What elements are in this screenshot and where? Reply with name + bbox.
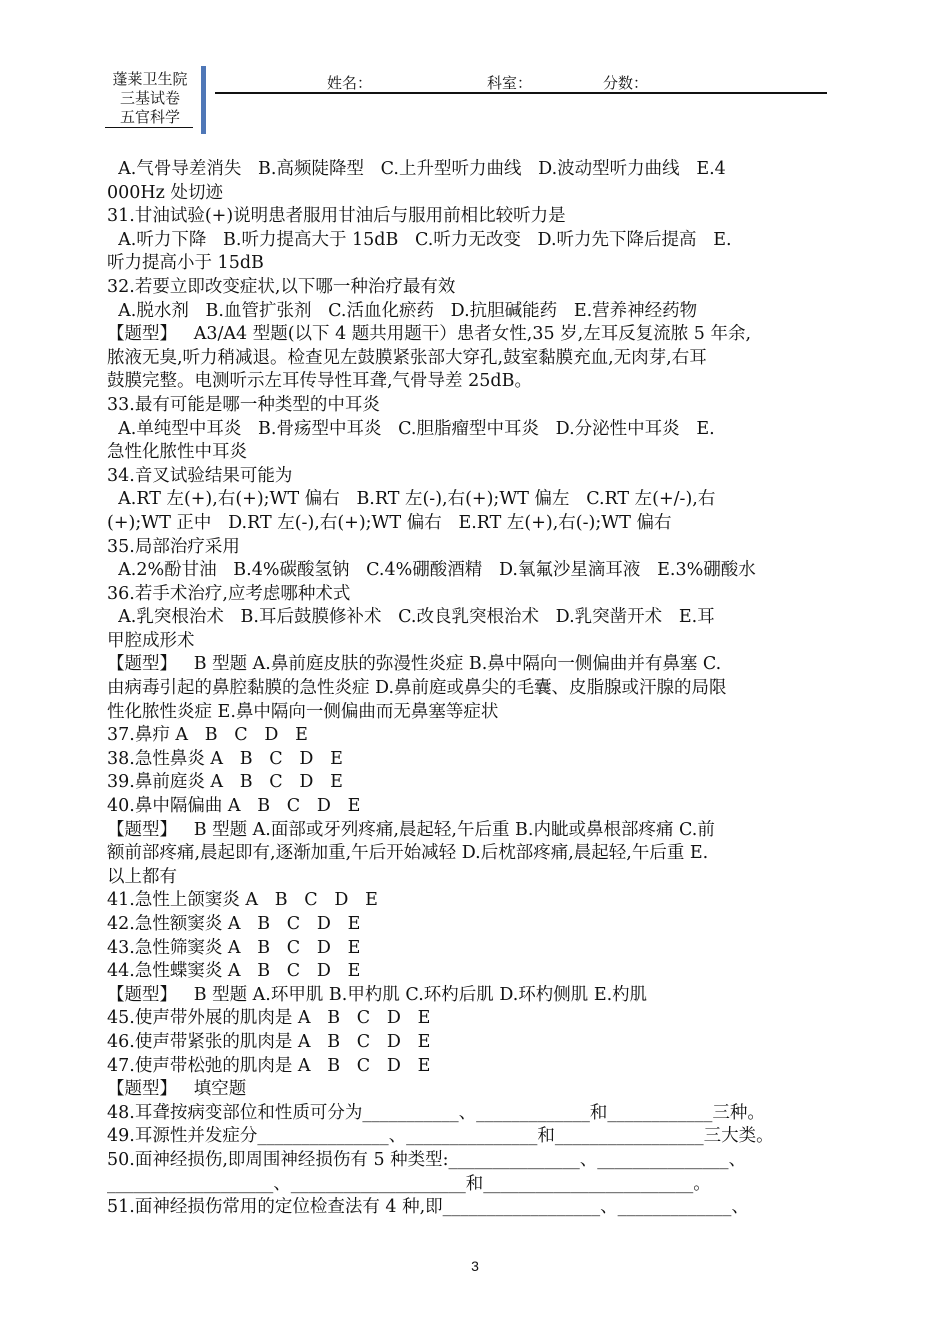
subject-underline [105, 127, 193, 128]
text-line: A.RT 左(+),右(+);WT 偏右 B.RT 左(-),右(+);WT 偏左 C.RT 左(+/-),右 [107, 489, 716, 510]
text-line: ___________________、____________________和________________________。 [107, 1173, 711, 1194]
text-line: A.气骨导差消失 B.高频陡降型 C.上升型听力曲线 D.波动型听力曲线 E.4 [107, 159, 726, 179]
department-field-label: 科室： [487, 74, 533, 92]
exam-title: 三基试卷 [119, 89, 180, 107]
text-line: 【题型】 B 型题 A.面部或牙列疼痛,晨起轻,午后重 B.内眦或鼻根部疼痛 C.前 [107, 819, 715, 840]
text-line: 脓液无臭,听力稍减退。检查见左鼓膜紧张部大穿孔,鼓室黏膜充血,无肉芽,右耳 [107, 347, 707, 368]
text-line: 47.使声带松弛的肌肉是 A B C D E [107, 1055, 431, 1076]
text-line: A.乳突根治术 B.耳后鼓膜修补术 C.改良乳突根治术 D.乳突凿开术 E.耳 [107, 607, 715, 628]
text-line: 39.鼻前庭炎 A B C D E [107, 772, 343, 793]
text-line: 37.鼻疖 A B C D E [107, 725, 308, 746]
text-line: 性化脓性炎症 E.鼻中隔向一侧偏曲而无鼻塞等症状 [107, 701, 499, 722]
text-line: 35.局部治疗采用 [107, 536, 240, 557]
text-line: 42.急性额窦炎 A B C D E [107, 914, 361, 934]
text-line: 听力提高小于 15dB [107, 253, 264, 274]
text-line: 51.面神经损伤常用的定位检查法有 4 种,即__________________、_____________、 [107, 1197, 749, 1218]
text-line: 以上都有 [107, 866, 177, 887]
name-field-label: 姓名： [327, 74, 373, 92]
subject-name: 五官科学 [119, 108, 180, 126]
page-number: 3 [471, 1258, 479, 1274]
institution-block [100, 70, 200, 127]
text-line: 31.甘油试验(+)说明患者服用甘油后与服用前相比较听力是 [107, 206, 566, 227]
text-line: 40.鼻中隔偏曲 A B C D E [107, 796, 361, 817]
page-header [0, 0, 950, 140]
text-line: 【题型】 B 型题 A.鼻前庭皮肤的弥漫性炎症 B.鼻中隔向一侧偏曲并有鼻塞 C. [107, 654, 722, 675]
text-line: 43.急性筛窦炎 A B C D E [107, 937, 361, 958]
text-line: 33.最有可能是哪一种类型的中耳炎 [107, 394, 380, 415]
text-line: 45.使声带外展的肌肉是 A B C D E [107, 1008, 431, 1029]
text-line: 额前部疼痛,晨起即有,逐渐加重,午后开始减轻 D.后枕部疼痛,晨起轻,午后重 E. [107, 843, 709, 864]
text-line: 44.急性蝶窦炎 A B C D E [107, 961, 361, 982]
header-rule [215, 92, 827, 94]
header-accent-bar [201, 66, 206, 134]
exam-content [107, 158, 847, 1220]
text-line: 38.急性鼻炎 A B C D E [107, 748, 343, 769]
text-line: 36.若手术治疗,应考虑哪种术式 [107, 583, 351, 604]
text-line: 【题型】 填空题 [107, 1079, 247, 1100]
text-line: 由病毒引起的鼻腔黏膜的急性炎症 D.鼻前庭或鼻尖的毛囊、皮脂腺或汗腺的局限 [107, 678, 727, 699]
text-line: 【题型】 B 型题 A.环甲肌 B.甲杓肌 C.环杓后肌 D.环杓侧肌 E.杓肌 [107, 984, 648, 1005]
text-line: 46.使声带紧张的肌肉是 A B C D E [107, 1031, 431, 1052]
text-line: A.脱水剂 B.血管扩张剂 C.活血化瘀药 D.抗胆碱能药 E.营养神经药物 [107, 300, 698, 321]
text-line: (+);WT 正中 D.RT 左(-),右(+);WT 偏右 E.RT 左(+),右(-);WT 偏右 [107, 512, 672, 533]
text-line: 49.耳源性并发症分_______________、_______________和_________________三大类。 [107, 1126, 774, 1147]
institution-name: 蓬莱卫生院 [112, 70, 188, 88]
text-line: 41.急性上颌窦炎 A B C D E [107, 890, 378, 911]
text-line: 48.耳聋按病变部位和性质可分为___________、_____________和____________三种。 [107, 1102, 765, 1123]
text-line: A.单纯型中耳炎 B.骨疡型中耳炎 C.胆脂瘤型中耳炎 D.分泌性中耳炎 E. [107, 418, 715, 439]
text-line: 32.若要立即改变症状,以下哪一种治疗最有效 [107, 276, 456, 297]
text-line: 50.面神经损伤,即周围神经损伤有 5 种类型:_______________、_______________、 [107, 1149, 747, 1170]
text-line: 鼓膜完整。电测听示左耳传导性耳聋,气骨导差 25dB。 [107, 371, 532, 392]
text-line: 【题型】 A3/A4 型题(以下 4 题共用题干）患者女性,35 岁,左耳反复流脓 5 年余, [107, 324, 752, 345]
text-line: 34.音叉试验结果可能为 [107, 465, 293, 486]
score-field-label: 分数： [603, 74, 649, 92]
text-line: 甲腔成形术 [107, 630, 195, 651]
text-line: 急性化脓性中耳炎 [107, 442, 247, 463]
text-line: A.2%酚甘油 B.4%碳酸氢钠 C.4%硼酸酒精 D.氧氟沙星滴耳液 E.3%硼酸水 [107, 560, 756, 581]
text-line: 000Hz 处切迹 [107, 182, 223, 203]
text-line: A.听力下降 B.听力提高大于 15dB C.听力无改变 D.听力先下降后提高 E. [107, 229, 732, 250]
